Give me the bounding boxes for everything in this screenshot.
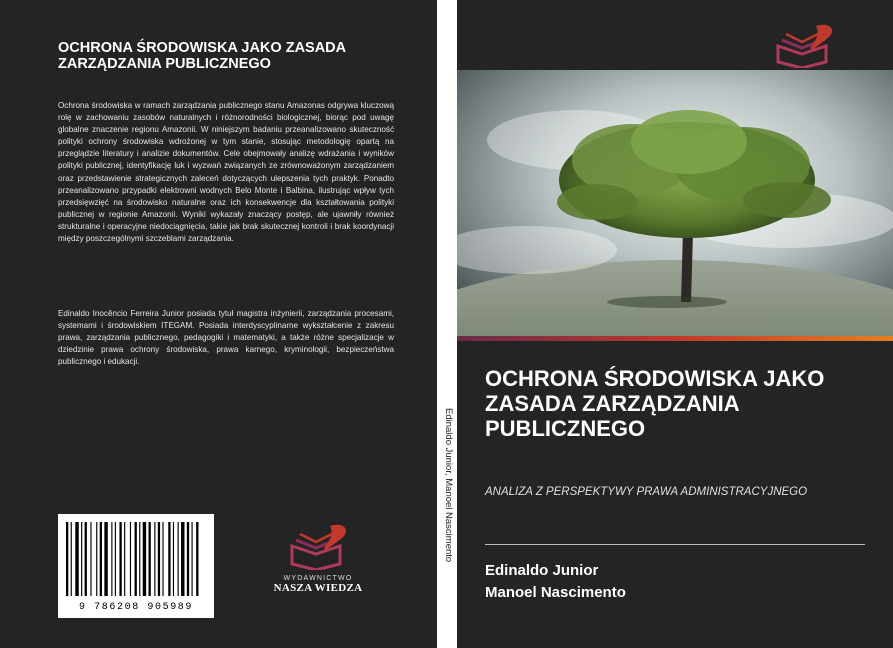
- barcode-bar: [104, 522, 107, 596]
- book-subtitle: ANALIZA Z PERSPEKTYWY PRAWA ADMINISTRACYJNEGO: [485, 486, 808, 498]
- book-quill-icon: [752, 24, 852, 68]
- back-cover-title: OCHRONA ŚRODOWISKA JAKO ZASADA ZARZĄDZANIA PUBLICZNEGO: [58, 40, 346, 72]
- divider: [485, 544, 865, 545]
- barcode-bar: [181, 522, 184, 596]
- barcode-bar: [90, 522, 91, 596]
- cover-photo-tree: [457, 70, 893, 336]
- author-name: Manoel Nascimento: [485, 584, 626, 601]
- back-cover-blurb: Ochrona środowiska w ramach zarządzania publicznego stanu Amazonas odgrywa kluczową rolę w zachowaniu zasobów naturalnych i różnorodności biologicznej, biorąc pod uwagę globalne znaczenie regionu Amazonii. W niniejszym badaniu przeanalizowano skuteczność polityki ochrony środowiska wdrożonej w tym stanie, stosując metodologię opartą na przeglądzie literatury i analizie dokumentów. Cele obejmowały analizę wdrażania i wyników polityki publicznej, identyfikację luk i wyzwań związanych ze zrównoważonym zarządzaniem oraz przedstawienie strategicznych zaleceń dotyczących ulepszenia tych praktyk. Ponadto przeanalizowano przypadki elektrowni wodnych Belo Monte i Balbina, ilustrując wpływ tych przedsięwzięć na środowisko naturalne oraz ich konsekwencje dla kształtowania polityki publicznej w regionie Amazonii. Wyniki wykazały znaczący postęp, ale ujawniły również strukturalne i operacyjne niedociągnięcia, takie jak brak skutecznej kontroli i brak koordynacji między poszczególnymi szczeblami zarządzania.: [58, 101, 394, 244]
- barcode-bar: [130, 522, 131, 596]
- barcode-bar: [100, 522, 102, 596]
- barcode-bar: [168, 522, 170, 596]
- barcode-bar: [154, 522, 155, 596]
- barcode-bar: [178, 522, 179, 596]
- barcode-bars: [58, 514, 214, 600]
- publisher-line1: WYDAWNICTWO: [283, 575, 353, 582]
- barcode-bar: [96, 522, 97, 596]
- barcode-bar: [66, 522, 68, 596]
- publisher-line2: NASZA WIEDZA: [273, 582, 363, 594]
- barcode-bar: [143, 522, 146, 596]
- barcode-bar: [192, 522, 193, 596]
- barcode-bar: [187, 522, 189, 596]
- publisher-logo-back: [258, 520, 378, 604]
- barcode-bar: [196, 522, 198, 596]
- barcode-bar: [111, 522, 112, 596]
- barcode-bar: [115, 522, 116, 596]
- barcode-bar: [71, 522, 72, 596]
- barcode-bar: [158, 522, 160, 596]
- author-name: Edinaldo Junior: [485, 562, 599, 579]
- isbn-number: 9 786208 905989: [78, 602, 193, 613]
- book-title: OCHRONA ŚRODOWISKA JAKO ZASADA ZARZĄDZANIA PUBLICZNEGO: [485, 366, 825, 441]
- book-quill-icon: [258, 520, 378, 570]
- barcode-bar: [149, 522, 151, 596]
- barcode-bar: [173, 522, 174, 596]
- barcode-bar: [162, 522, 163, 596]
- author-bio: Edinaldo Inocêncio Ferreira Junior posiada tytuł magistra inżynierii, zarządzania procesami, systemami i środowiskiem ITEGAM. Posiada interdyscyplinarne wykształcenie z zakresu prawa, zarządzania publicznego, pedagogiki i matematyki, a także różne specjalizacje w dziedzinie prawa ochrony środowiska, prawa karnego, kryminologii, bezpieczeństwa publicznego i edukacji.: [58, 309, 394, 367]
- spine-authors: Edinaldo Junior, Manoel Nascimento: [443, 408, 454, 563]
- barcode-bar: [75, 522, 78, 596]
- barcode: [58, 514, 214, 618]
- accent-stripe: [457, 336, 893, 341]
- barcode-bar: [85, 522, 87, 596]
- tree-image: [457, 70, 893, 336]
- barcode-bar: [124, 522, 125, 596]
- barcode-bar: [119, 522, 121, 596]
- barcode-bar: [135, 522, 137, 596]
- barcode-bar: [139, 522, 140, 596]
- barcode-bar: [81, 522, 82, 596]
